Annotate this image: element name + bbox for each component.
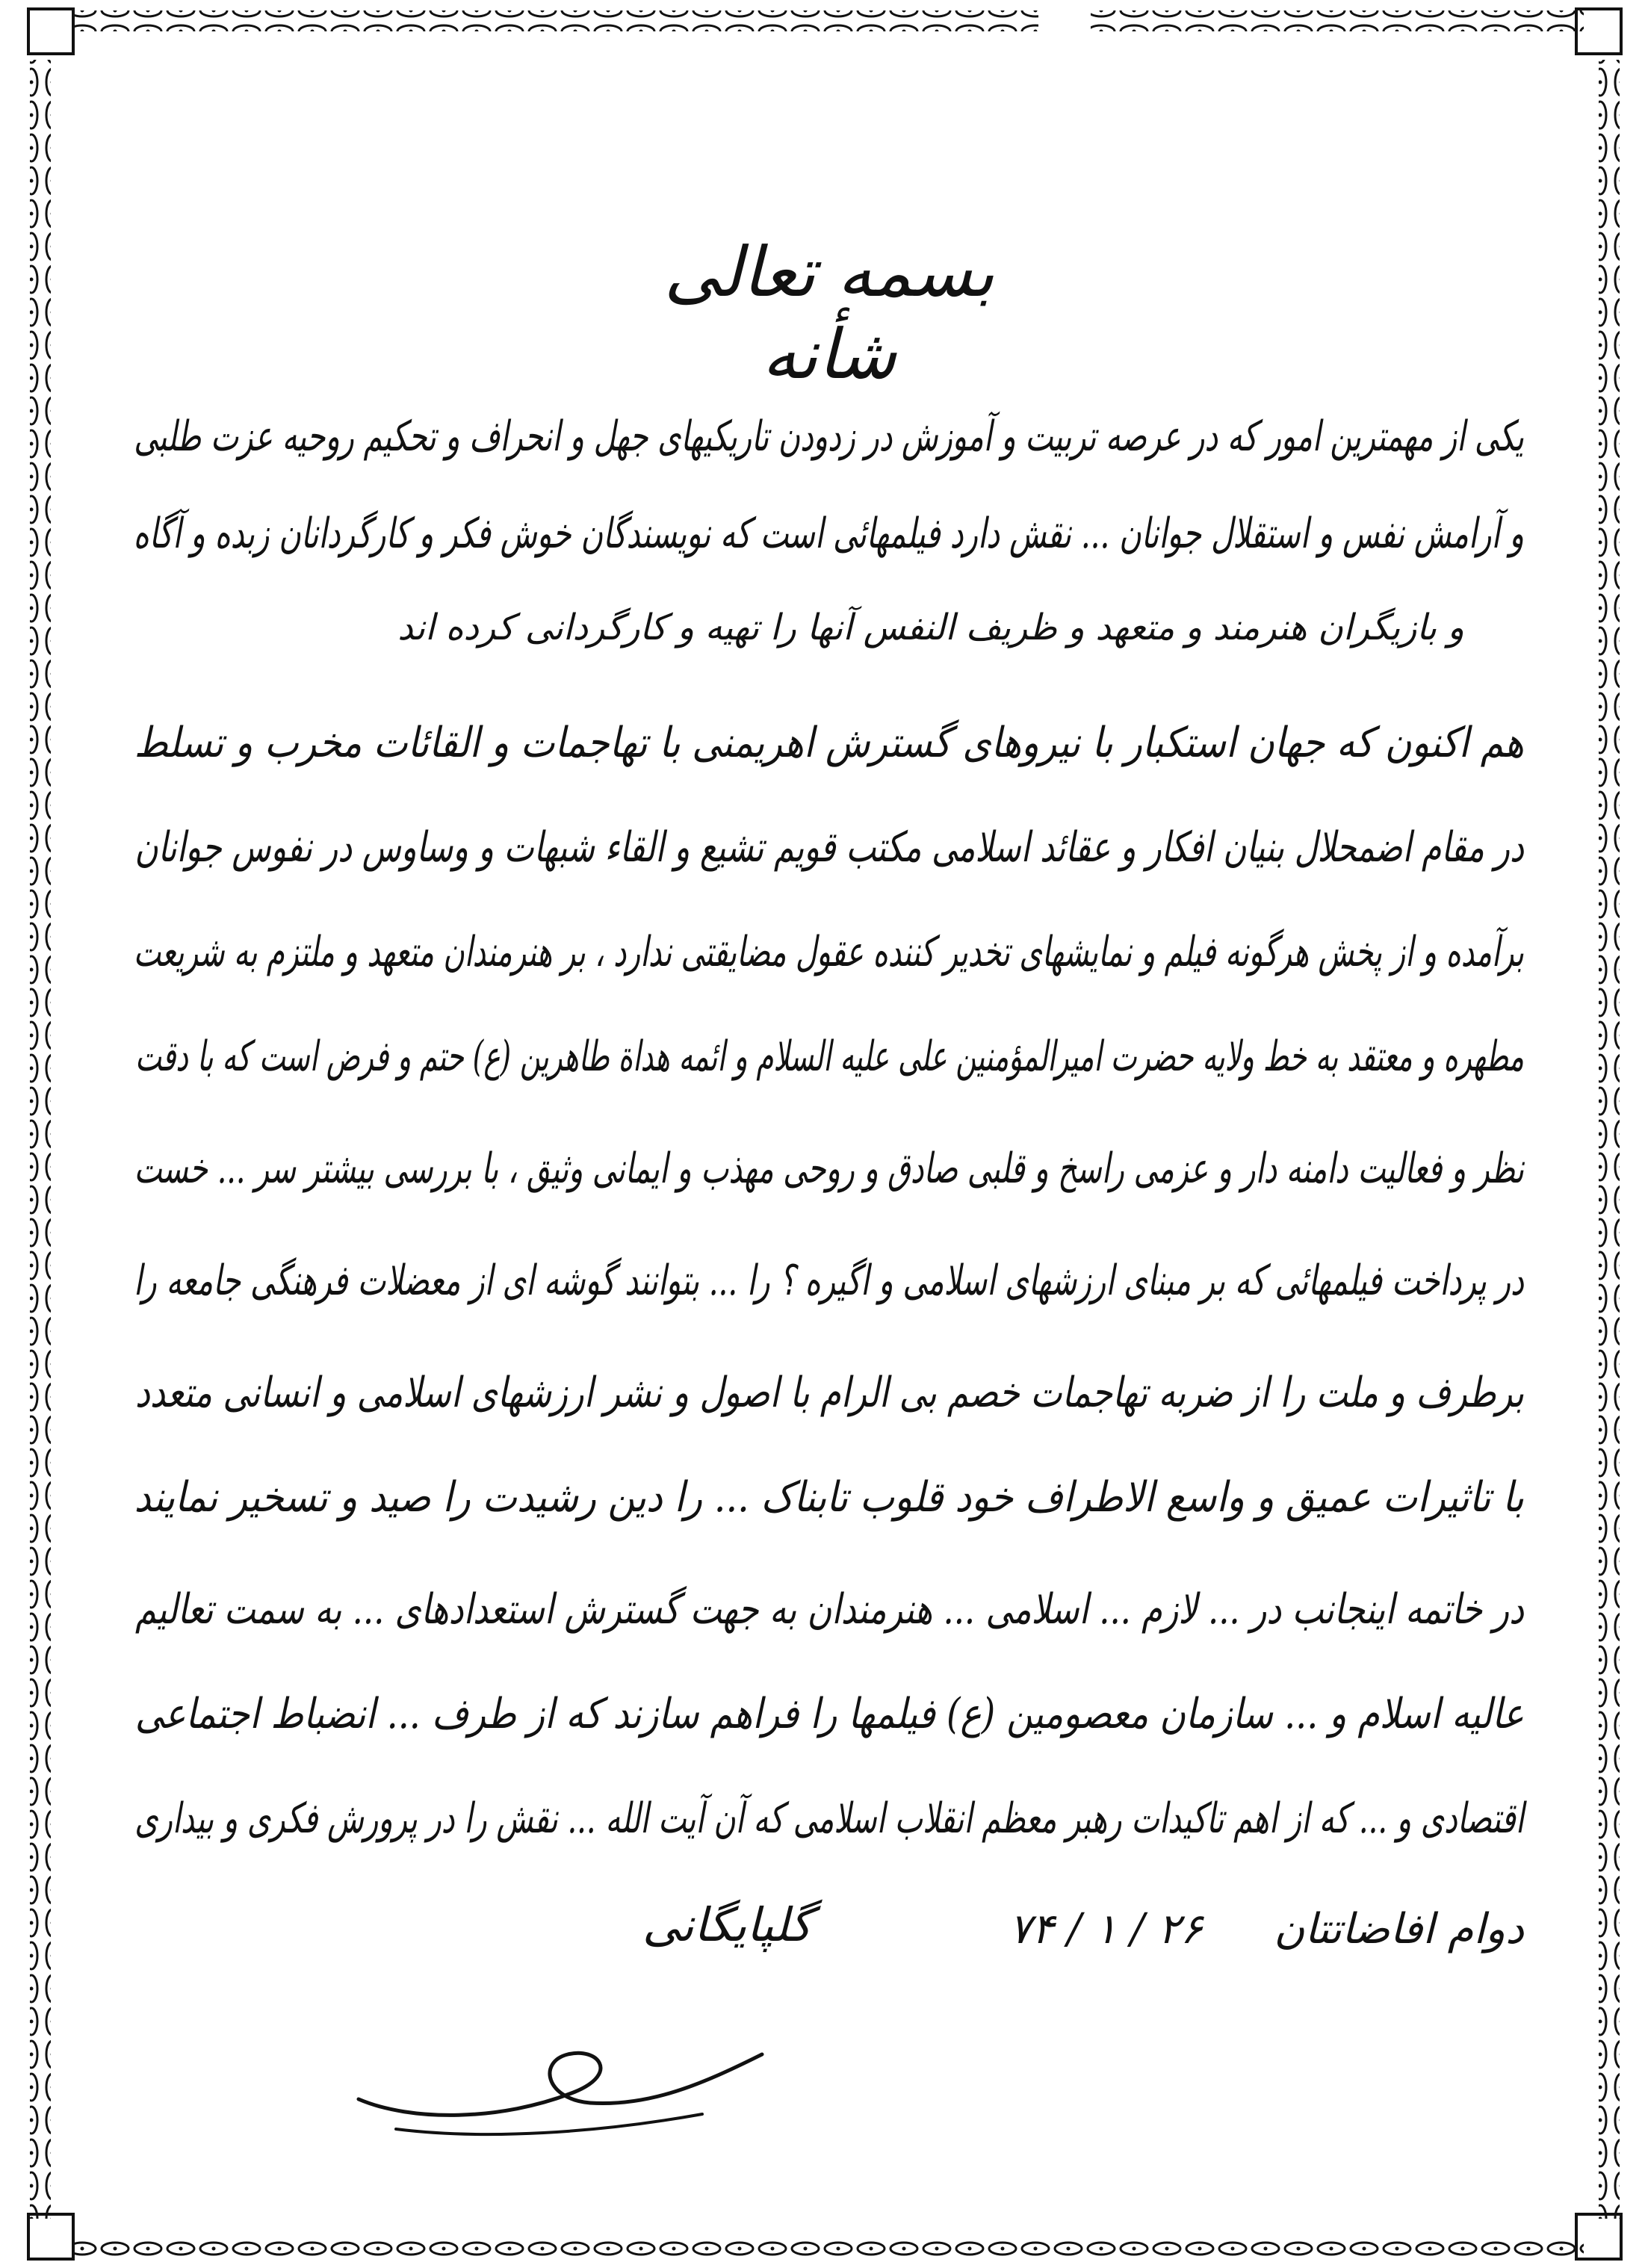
text-line-1: یکی از مهمترین امور که در عرصه تربیت و آموزش در زدودن تاریکیهای جهل و انحراف و تحکیم روحیه عزت طلبی [134, 412, 1525, 461]
text-line-14: اقتصادی و ... که از اهم تاکیدات رهبر معظم انقلاب اسلامی که آن آیت الله ... نقش را در پرورش فکری و بیداری [134, 1794, 1524, 1843]
signature-block [134, 1897, 1524, 2017]
text-line-9: در پرداخت فیلمهائی که بر مبنای ارزشهای اسلامی و اگیره ؟ را ... بتوانند گوشه ای از معضلات فرهنگی جامعه را [134, 1257, 1524, 1305]
text-line-7: مطهره و معتقد به خط ولایه حضرت امیرالمؤمنین علی علیه السلام و ائمه هداة طاهرین (ع) حتم و فرض است که با دقت [135, 1032, 1524, 1081]
text-line-2: و آرامش نفس و استقلال جوانان ... نقش دارد فیلمهائی است که نویسندگان خوش فکر و کارگردانان زبده و آگاه [133, 509, 1524, 558]
text-line-3: و بازیگران هنرمند و متعهد و ظریف النفس آنها را تهیه و کارگردانی کرده اند [397, 607, 1464, 648]
text-line-10: برطرف و ملت را از ضربه تهاجمات خصم بی الرام با اصول و نشر ارزشهای اسلامی و انسانی متعدد [134, 1369, 1524, 1417]
text-line-5: در مقام اضمحلال بنیان افکار و عقائد اسلامی مکتب قویم تشیع و القاء شبهات و وساوس در نفوس جوانان [134, 823, 1524, 872]
text-line-6: برآمده و از پخش هرگونه فیلم و نمایشهای تخدیر کننده عقول مضایقتی ندارد ، بر هنرمندان متعهد و ملتزم به شریعت [133, 928, 1525, 976]
letter-body [134, 179, 1524, 2122]
letter-heading: بسمه تعالی شأنه [663, 232, 995, 395]
text-line-4: هم اکنون که جهان استکبار با نیروهای گسترش اهریمنی با تهاجمات و القائات مخرب و تسلط [134, 719, 1524, 767]
signature-name: گلپایگانی [642, 1897, 812, 1952]
closing-text: دوام افاضاتتان [1274, 1905, 1524, 1953]
signature-flourish [351, 2010, 769, 2144]
letter-date: ۲۶ / ۱ / ۷۴ [1009, 1905, 1203, 1953]
text-line-13: عالیه اسلام و ... سازمان معصومین (ع) فیلمها را فراهم سازند که از طرف ... انضباط اجتماعی [134, 1690, 1524, 1738]
text-line-11: با تاثیرات عمیق و واسع الاطراف خود قلوب تابناک ... را دین رشیدت را صید و تسخیر نمایند [134, 1473, 1525, 1522]
text-line-8: نظر و فعالیت دامنه دار و عزمی راسخ و قلبی صادق و روحی مهذب و ایمانی وثیق ، با بررسی بیشتر سر ... خست [134, 1144, 1525, 1193]
text-line-12: در خاتمه اینجانب در ... لازم ... اسلامی ... هنرمندان به جهت گسترش استعدادهای ... به سمت تعالیم [135, 1585, 1525, 1634]
